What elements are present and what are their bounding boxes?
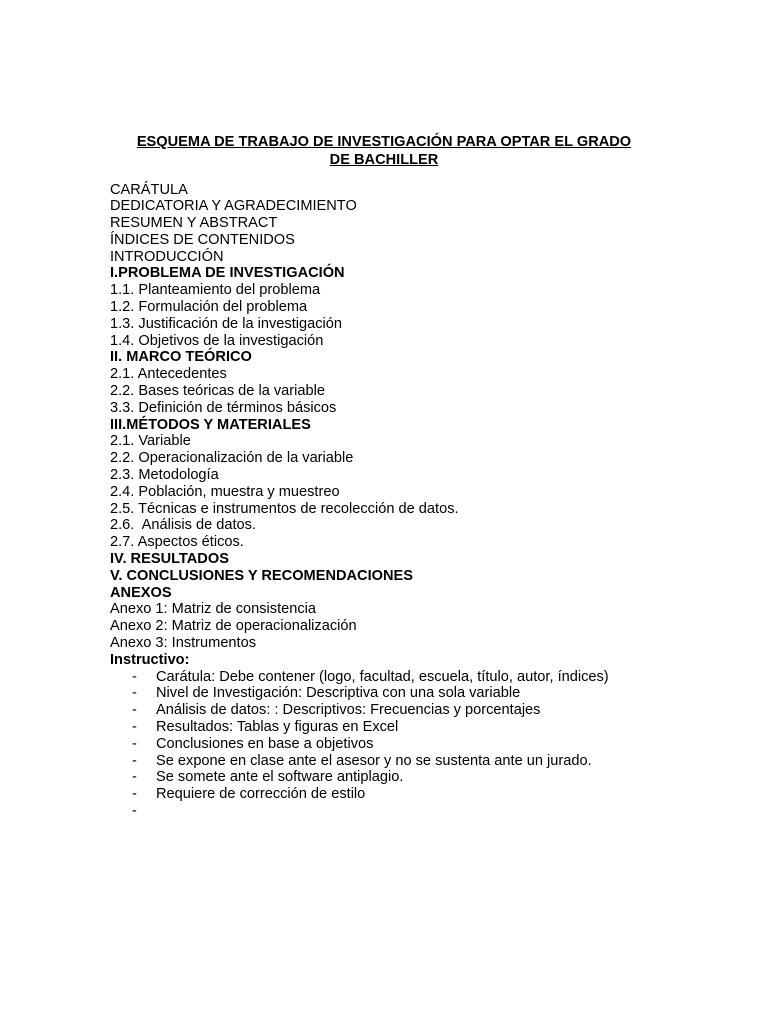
instruction-item xyxy=(110,753,670,770)
annex-item: Anexo 2: Matriz de operacionalización xyxy=(110,618,357,635)
chapter-1-item: 1.1. Planteamiento del problema xyxy=(110,282,321,299)
instruction-item xyxy=(110,669,670,686)
bullet-dash: - xyxy=(132,786,137,803)
instruction-item xyxy=(110,719,670,736)
bullet-dash: - xyxy=(132,702,137,719)
annex-item: Anexo 3: Instrumentos xyxy=(110,635,257,652)
chapter-1-item: 1.2. Formulación del problema xyxy=(110,299,308,316)
bullet-dash: - xyxy=(132,769,137,786)
instructions-heading: Instructivo: xyxy=(110,651,190,668)
bullet-dash: - xyxy=(132,752,137,769)
instruction-item xyxy=(110,702,670,719)
chapter-4-heading: IV. RESULTADOS xyxy=(110,551,229,568)
instruction-item-empty xyxy=(110,803,670,820)
title-line-1: ESQUEMA DE TRABAJO DE INVESTIGACIÓN PARA OPTAR EL GRADO xyxy=(136,134,632,150)
chapter-5-heading: V. CONCLUSIONES Y RECOMENDACIONES xyxy=(110,567,414,584)
bullet-dash: - xyxy=(132,668,137,685)
instruction-item xyxy=(110,736,670,753)
bullet-dash: - xyxy=(132,685,137,702)
chapter-3-item: 2.4. Población, muestra y muestreo xyxy=(110,483,340,500)
chapter-1-item: 1.3. Justificación de la investigación xyxy=(110,315,343,332)
instruction-item xyxy=(110,685,670,702)
chapter-3-item: 2.6. Análisis de datos. xyxy=(110,517,257,534)
chapter-3-item: 2.5. Técnicas e instrumentos de recolección de datos. xyxy=(110,500,459,517)
instruction-text: Nivel de Investigación: Descriptiva con una sola variable xyxy=(156,685,521,702)
chapter-2-item: 3.3. Definición de términos básicos xyxy=(110,399,337,416)
title-line-2: DE BACHILLER xyxy=(329,152,439,168)
chapter-2-item: 2.1. Antecedentes xyxy=(110,366,227,383)
annex-item: Anexo 1: Matriz de consistencia xyxy=(110,601,317,618)
chapter-2-item: 2.2. Bases teóricas de la variable xyxy=(110,383,325,400)
instruction-text: Carátula: Debe contener (logo, facultad, escuela, título, autor, índices) xyxy=(156,668,609,685)
front-matter-dedicatoria: DEDICATORIA Y AGRADECIMIENTO xyxy=(110,198,357,215)
instruction-item xyxy=(110,769,670,786)
document-title xyxy=(110,133,658,169)
chapter-2-heading: II. MARCO TEÓRICO xyxy=(110,349,252,366)
instruction-text: Resultados: Tablas y figuras en Excel xyxy=(156,719,399,735)
front-matter-introduccion: INTRODUCCIÓN xyxy=(110,248,224,265)
chapter-3-item: 2.1. Variable xyxy=(110,433,191,450)
instructions-list xyxy=(110,669,670,820)
instruction-text: Se somete ante el software antiplagio. xyxy=(156,769,404,786)
instruction-text: Conclusiones en base a objetivos xyxy=(156,735,374,752)
chapter-1-item: 1.4. Objetivos de la investigación xyxy=(110,332,324,349)
bullet-dash: - xyxy=(132,719,137,735)
bullet-dash: - xyxy=(132,735,137,752)
document-body xyxy=(110,182,670,820)
bullet-dash: - xyxy=(132,802,137,819)
chapter-3-heading: III.MÉTODOS Y MATERIALES xyxy=(110,416,311,433)
instruction-text: Análisis de datos: : Descriptivos: Frecuencias y porcentajes xyxy=(156,702,541,719)
instruction-text: Se expone en clase ante el asesor y no se sustenta ante un jurado. xyxy=(156,752,592,769)
chapter-3-item: 2.3. Metodología xyxy=(110,467,219,484)
chapter-1-heading: I.PROBLEMA DE INVESTIGACIÓN xyxy=(110,265,345,282)
instruction-text: Requiere de corrección de estilo xyxy=(156,786,366,803)
front-matter-caratula: CARÁTULA xyxy=(110,181,188,198)
instruction-item xyxy=(110,786,670,803)
front-matter-resumen: RESUMEN Y ABSTRACT xyxy=(110,215,278,232)
chapter-3-item: 2.2. Operacionalización de la variable xyxy=(110,450,354,467)
front-matter-indices: ÍNDICES DE CONTENIDOS xyxy=(110,231,295,248)
annexes-heading: ANEXOS xyxy=(110,584,172,601)
chapter-3-item: 2.7. Aspectos éticos. xyxy=(110,534,244,551)
